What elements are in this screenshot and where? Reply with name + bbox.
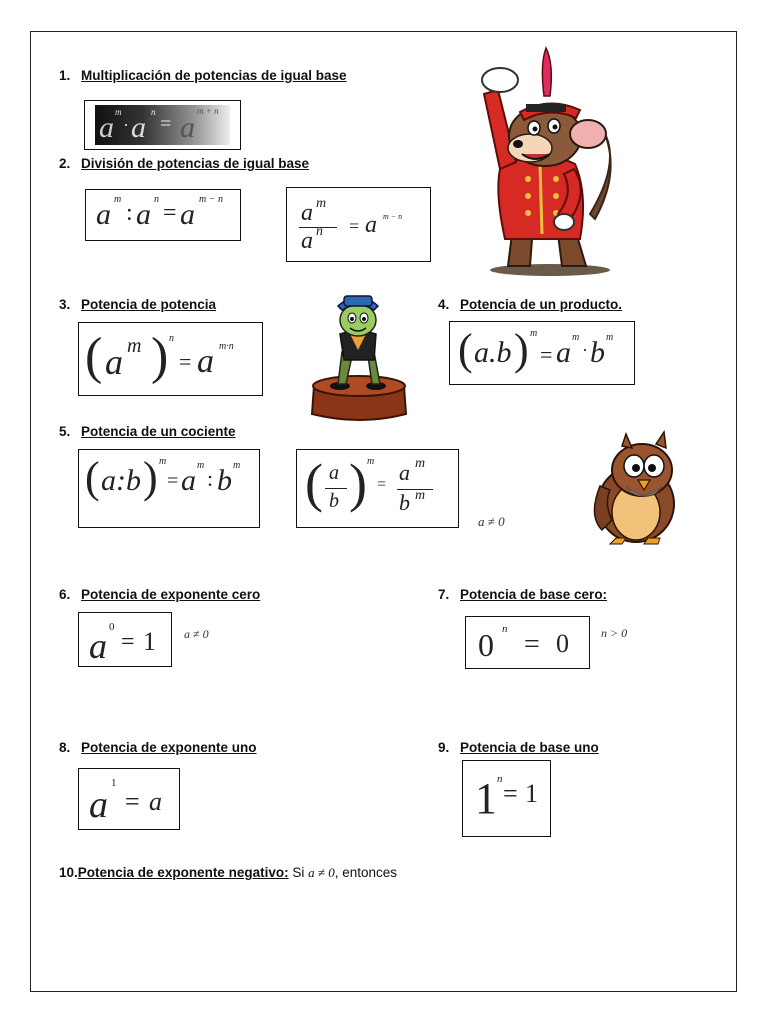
formula-5a-rhs-a-exp: m xyxy=(197,460,205,471)
formula-2a-base-a2: a xyxy=(136,198,151,231)
formula-7-eq: = xyxy=(524,629,540,660)
formula-9-base: 1 xyxy=(475,774,497,823)
formula-2b-den-a: a xyxy=(301,228,313,254)
formula-5a-box xyxy=(78,449,260,528)
condition-6: a ≠ 0 xyxy=(184,627,209,641)
formula-4-rhs-a-exp: m xyxy=(572,332,580,343)
formula-2a-base-a3: a xyxy=(180,198,195,231)
formula-5a-left: a:b xyxy=(101,464,141,497)
formula-5b-box xyxy=(296,449,459,528)
formula-3-inner-exp: m xyxy=(127,335,142,357)
formula-2a-op: : xyxy=(126,200,133,226)
section-4-heading xyxy=(438,297,622,312)
formula-8-base: a xyxy=(89,784,108,826)
formula-6-base: a xyxy=(89,626,107,666)
formula-4-left: a.b xyxy=(474,336,512,369)
formula-5a-rhs-b-exp: m xyxy=(233,460,241,471)
section-number: 6. xyxy=(59,587,71,602)
section-title: Potencia de base uno xyxy=(460,740,599,755)
section-number: 5. xyxy=(59,424,71,439)
formula-8-exp: 1 xyxy=(111,777,117,789)
section-title: Potencia de exponente cero xyxy=(81,587,261,602)
formula-4-dot: · xyxy=(582,340,588,360)
mouse-character-image xyxy=(470,44,630,278)
section-7-heading xyxy=(438,587,607,602)
section-9-heading xyxy=(438,740,599,755)
formula-1-dot: · xyxy=(123,115,129,135)
formula-5b-rhs-num-exp: m xyxy=(415,456,426,471)
section-number: 7. xyxy=(438,587,450,602)
formula-7-base: 0 xyxy=(478,627,494,663)
section-title: Potencia de un cociente xyxy=(81,424,236,439)
formula-2a-exp-n: n xyxy=(154,194,159,205)
formula-1-box xyxy=(84,100,241,150)
cricket-character-image xyxy=(310,290,408,424)
formula-5a-right-paren: ) xyxy=(143,453,158,502)
formula-4-right-paren: ) xyxy=(514,325,529,374)
section-number: 2. xyxy=(59,156,71,171)
formula-1-base-a: a xyxy=(99,111,114,144)
formula-2a-base-a: a xyxy=(96,198,111,231)
formula-5b-inner-num: a xyxy=(329,462,339,484)
formula-1-eq: = xyxy=(160,113,172,135)
formula-4-left-paren: ( xyxy=(458,325,473,374)
formula-1-exp-sum: m + n xyxy=(197,106,219,116)
formula-2b-num-a: a xyxy=(301,200,313,226)
section-number: 1. xyxy=(59,68,71,83)
formula-6-eq: = xyxy=(121,629,135,655)
formula-3-outer-exp: n xyxy=(169,333,174,344)
formula-8-rhs: a xyxy=(149,787,162,816)
formula-2b-rhs-a: a xyxy=(365,212,377,238)
formula-3-left-paren: ( xyxy=(85,328,103,385)
condition-10: a ≠ 0 xyxy=(308,865,335,880)
entonces-text: , entonces xyxy=(334,865,398,880)
section-title: Multiplicación de potencias de igual base xyxy=(81,68,347,83)
section-number: 3. xyxy=(59,297,71,312)
formula-3-rhs-a: a xyxy=(197,343,214,380)
formula-1-base-a2: a xyxy=(131,111,146,144)
formula-5a-outer-exp: m xyxy=(159,456,167,467)
formula-2a-eq: = xyxy=(163,200,177,226)
formula-5b-rhs-num: a xyxy=(399,460,410,485)
formula-5b-left-paren: ( xyxy=(305,453,323,513)
formula-6-box xyxy=(78,612,172,667)
formula-5a-rhs-a: a xyxy=(181,464,196,497)
formula-7-rhs: 0 xyxy=(556,629,569,658)
condition-5: a ≠ 0 xyxy=(478,514,505,529)
formula-9-exp: n xyxy=(497,773,503,785)
formula-4-box xyxy=(449,321,635,385)
section-6-heading xyxy=(59,587,260,602)
formula-1-base-a3: a xyxy=(180,111,195,144)
section-title: Potencia de exponente negativo: xyxy=(77,865,289,880)
formula-3-eq: = xyxy=(179,349,192,374)
formula-9-rhs: 1 xyxy=(525,779,538,808)
formula-5b-rhs-den: b xyxy=(399,490,410,515)
formula-3-exp-prod: m·n xyxy=(219,341,234,352)
formula-5b-rhs-den-exp: m xyxy=(415,488,426,503)
section-number: 4. xyxy=(438,297,450,312)
section-title: División de potencias de igual base xyxy=(81,156,310,171)
condition-7: n > 0 xyxy=(601,626,628,640)
section-10-line xyxy=(59,865,397,881)
formula-8-box xyxy=(78,768,180,830)
section-8-heading xyxy=(59,740,257,755)
section-number: 8. xyxy=(59,740,71,755)
formula-4-outer-exp: m xyxy=(530,328,538,339)
formula-5b-inner-den: b xyxy=(329,490,339,512)
formula-4-rhs-b-exp: m xyxy=(606,332,614,343)
section-title: Potencia de potencia xyxy=(81,297,217,312)
section-title: Potencia de exponente uno xyxy=(81,740,257,755)
si-text: Si xyxy=(288,865,309,880)
formula-4-rhs-a: a xyxy=(556,336,571,369)
owl-character-image xyxy=(586,430,684,548)
formula-5a-rhs-b: b xyxy=(217,464,232,497)
formula-7-exp: n xyxy=(502,623,508,635)
formula-5a-op: : xyxy=(207,466,214,491)
formula-7-box xyxy=(465,616,590,669)
section-5-heading xyxy=(59,424,236,439)
formula-9-eq: = xyxy=(503,779,518,808)
formula-5a-left-paren: ( xyxy=(85,453,100,502)
formula-6-rhs: 1 xyxy=(143,627,156,656)
formula-2b-num-exp: m xyxy=(316,196,327,211)
formula-2a-exp-diff: m − n xyxy=(199,194,223,205)
formula-2a-exp-m: m xyxy=(114,194,122,205)
formula-4-eq: = xyxy=(540,342,553,367)
formula-8-eq: = xyxy=(125,787,140,816)
section-number: 9. xyxy=(438,740,450,755)
section-3-heading xyxy=(59,297,216,312)
section-2-heading xyxy=(59,156,309,171)
formula-9-box xyxy=(462,760,551,837)
formula-2b-box xyxy=(286,187,431,262)
formula-3-base-a: a xyxy=(105,342,123,382)
formula-5b-outer-exp: m xyxy=(367,456,375,467)
formula-6-exp: 0 xyxy=(109,621,115,633)
section-1-heading xyxy=(59,68,347,83)
formula-1-exp-n: n xyxy=(151,107,156,117)
section-title: Potencia de un producto. xyxy=(460,297,623,312)
formula-3-box xyxy=(78,322,263,396)
formula-2a-box xyxy=(85,189,241,241)
formula-5b-right-paren: ) xyxy=(349,453,367,513)
formula-1-exp-m: m xyxy=(115,107,122,117)
formula-5a-eq: = xyxy=(167,470,179,492)
formula-2b-eq: = xyxy=(349,216,360,236)
section-number: 10. xyxy=(59,865,78,880)
formula-2b-exp-diff: m − n xyxy=(383,212,403,221)
section-title: Potencia de base cero: xyxy=(460,587,608,602)
formula-5b-eq: = xyxy=(377,476,387,493)
formula-3-right-paren: ) xyxy=(151,328,169,385)
formula-5b-inner-bar xyxy=(325,488,347,489)
formula-2b-den-exp: n xyxy=(316,224,323,239)
formula-4-rhs-b: b xyxy=(590,336,605,369)
